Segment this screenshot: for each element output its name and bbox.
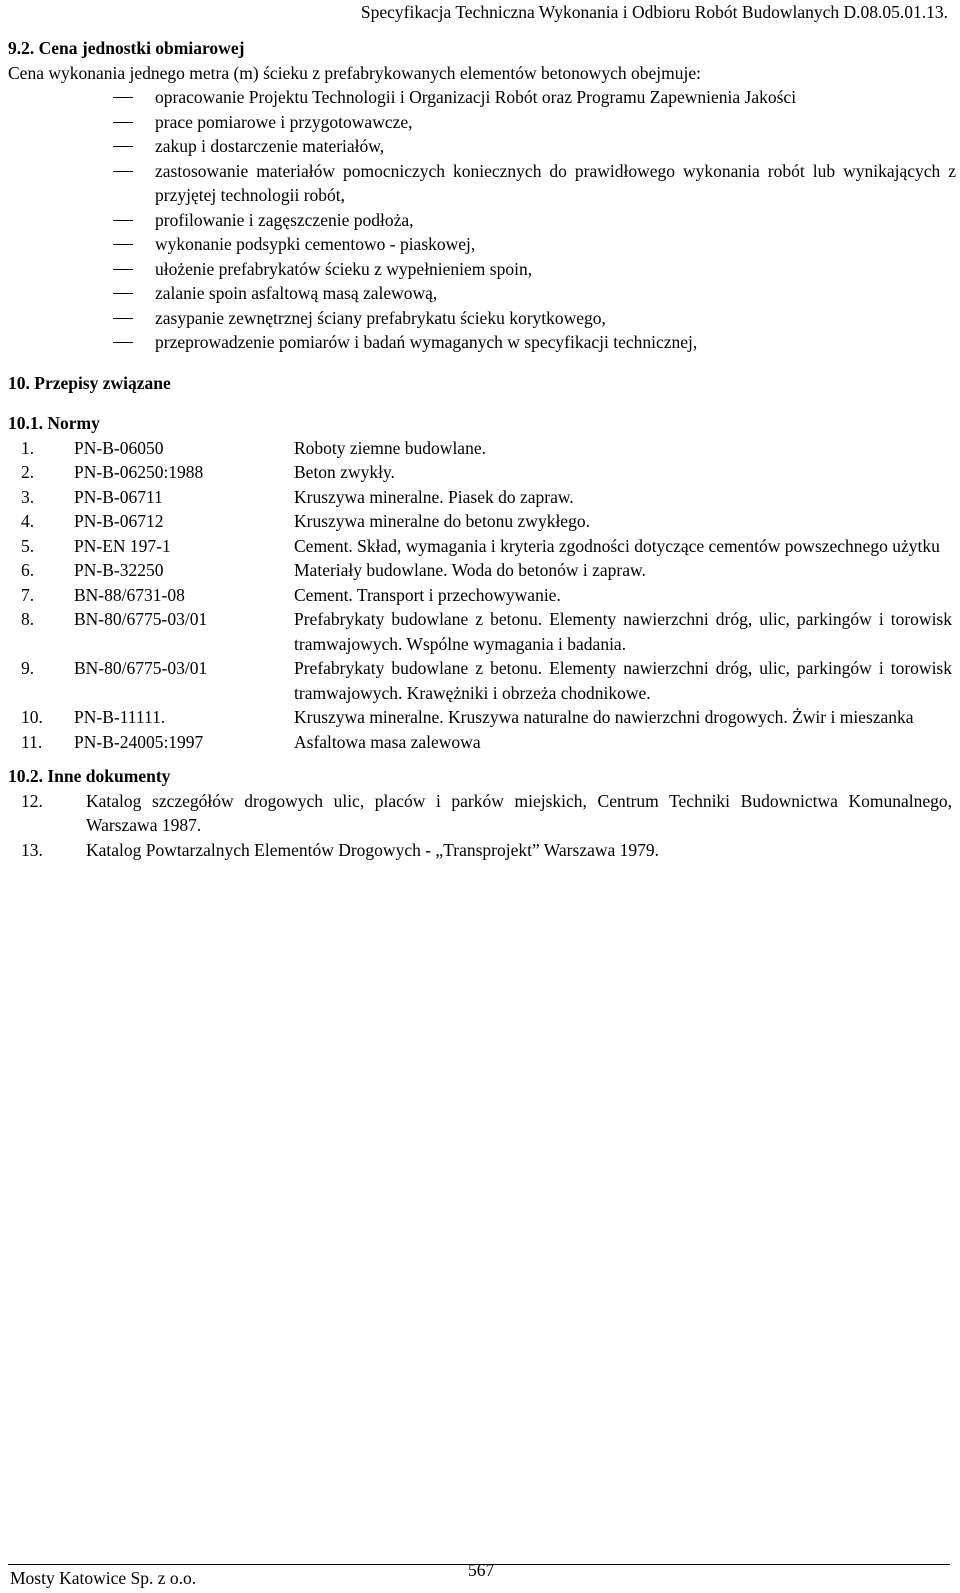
norm-code: PN-B-06250:1988 [74, 462, 204, 482]
norm-code: BN-80/6775-03/01 [74, 658, 208, 678]
section-10-2-heading: 10.2. Inne dokumenty [8, 766, 171, 786]
norm-row [8, 583, 956, 608]
list-item-text: zakup i dostarczenie materiałów, [155, 136, 385, 156]
section-9-2-intro: Cena wykonania jednego metra (m) ścieku z prefabrykowanych elementów betonowych obejmuje: [8, 62, 701, 83]
page-header: Specyfikacja Techniczna Wykonania i Odbioru Robót Budowlanych D.08.05.01.13. [360, 2, 948, 22]
norm-number: 3. [21, 486, 35, 507]
norm-code: PN-B-06711 [74, 486, 163, 507]
dash-bullet-icon [113, 97, 133, 98]
norm-row [8, 705, 956, 730]
norm-code: BN-88/6731-08 [74, 584, 185, 605]
norm-number: 4. [21, 511, 35, 531]
list-item-text: zalanie spoin asfaltową masą zalewową, [155, 283, 438, 303]
other-documents-list [8, 789, 956, 863]
page-content [8, 36, 956, 862]
norm-row [8, 509, 956, 534]
document-text: Katalog szczegółów drogowych ulic, placów i parków miejskich, Centrum Techniki Budownictwa Komunalnego, Warszawa 1987. [86, 790, 952, 835]
norm-number: 1. [21, 437, 35, 458]
norm-number: 6. [21, 560, 35, 580]
document-text: Katalog Powtarzalnych Elementów Drogowych - „Transprojekt” Warszawa 1979. [86, 839, 660, 860]
section-10-1-heading: 10.1. Normy [8, 413, 100, 433]
page-number: 567 [468, 1560, 495, 1580]
dash-bullet-icon [113, 269, 133, 270]
norm-row [8, 460, 956, 485]
footer-company: Mosty Katowice Sp. z o.o. [10, 1568, 197, 1588]
norm-number: 2. [21, 462, 35, 482]
cost-items-list [8, 85, 956, 355]
list-item [8, 257, 956, 282]
norm-description: Materiały budowlane. Woda do betonów i zapraw. [294, 560, 646, 580]
document-row [8, 789, 956, 838]
norm-description: Prefabrykaty budowlane z betonu. Elementy nawierzchni dróg, ulic, parkingów i torowisk tramwajowych. Wspólne wymagania i badania. [294, 609, 952, 654]
dash-bullet-icon [113, 220, 133, 221]
list-item [8, 208, 956, 233]
norm-row [8, 607, 956, 656]
list-item [8, 134, 956, 159]
list-item-text: zasypanie zewnętrznej ściany prefabrykatu ścieku korytkowego, [155, 307, 606, 328]
norm-row [8, 534, 956, 559]
list-item [8, 159, 956, 208]
norm-row [8, 558, 956, 583]
norm-description: Kruszywa mineralne. Piasek do zapraw. [294, 486, 574, 507]
norm-code: PN-B-11111. [74, 707, 166, 727]
norm-code: PN-B-06712 [74, 511, 164, 531]
list-item-text: przeprowadzenie pomiarów i badań wymaganych w specyfikacji technicznej, [155, 332, 698, 352]
norm-description: Cement. Skład, wymagania i kryteria zgodności dotyczące cementów powszechnego użytku [294, 535, 940, 556]
dash-bullet-icon [113, 342, 133, 343]
list-item [8, 110, 956, 135]
norm-code: BN-80/6775-03/01 [74, 609, 208, 629]
norm-code: PN-B-06050 [74, 437, 164, 458]
norm-number: 9. [21, 658, 35, 678]
norm-number: 8. [21, 609, 35, 629]
norm-code: PN-B-32250 [74, 560, 164, 580]
norm-number: 7. [21, 584, 35, 605]
norm-row [8, 485, 956, 510]
section-10-heading: 10. Przepisy związane [8, 372, 171, 393]
norms-list [8, 436, 956, 755]
norm-description: Prefabrykaty budowlane z betonu. Elementy nawierzchni dróg, ulic, parkingów i torowisk tramwajowych. Krawężniki i obrzeża chodnikowe. [294, 658, 952, 703]
norm-code: PN-EN 197-1 [74, 535, 171, 556]
norm-code: PN-B-24005:1997 [74, 731, 204, 752]
list-item-text: prace pomiarowe i przygotowawcze, [155, 111, 413, 132]
document-number: 12. [21, 790, 43, 811]
norm-description: Cement. Transport i przechowywanie. [294, 584, 561, 605]
dash-bullet-icon [113, 122, 133, 123]
list-item-text: ułożenie prefabrykatów ścieku z wypełnieniem spoin, [155, 258, 533, 279]
norm-row [8, 656, 956, 705]
norm-row [8, 436, 956, 461]
norm-row [8, 730, 956, 755]
document-number: 13. [21, 839, 43, 860]
list-item-text: profilowanie i zagęszczenie podłoża, [155, 209, 414, 230]
norm-number: 5. [21, 535, 35, 556]
norm-description: Beton zwykły. [294, 462, 395, 482]
dash-bullet-icon [113, 318, 133, 319]
list-item-text: opracowanie Projektu Technologii i Organizacji Robót oraz Programu Zapewnienia Jakości [155, 87, 797, 107]
list-item [8, 281, 956, 306]
norm-description: Kruszywa mineralne. Kruszywa naturalne do nawierzchni drogowych. Żwir i mieszanka [294, 707, 914, 727]
list-item [8, 232, 956, 257]
document-row [8, 838, 956, 863]
list-item [8, 85, 956, 110]
norm-number: 11. [21, 731, 43, 752]
dash-bullet-icon [113, 146, 133, 147]
norm-description: Kruszywa mineralne do betonu zwykłego. [294, 511, 590, 531]
norm-description: Asfaltowa masa zalewowa [294, 731, 481, 752]
section-9-2-heading: 9.2. Cena jednostki obmiarowej [8, 38, 245, 58]
list-item-text: zastosowanie materiałów pomocniczych koniecznych do prawidłowego wykonania robót lub wynikających z przyjętej technologii robót, [155, 160, 956, 205]
norm-number: 10. [21, 707, 43, 727]
list-item [8, 306, 956, 331]
dash-bullet-icon [113, 293, 133, 294]
norm-description: Roboty ziemne budowlane. [294, 437, 486, 458]
dash-bullet-icon [113, 244, 133, 245]
list-item [8, 330, 956, 355]
dash-bullet-icon [113, 171, 133, 172]
list-item-text: wykonanie podsypki cementowo - piaskowej, [155, 234, 476, 254]
